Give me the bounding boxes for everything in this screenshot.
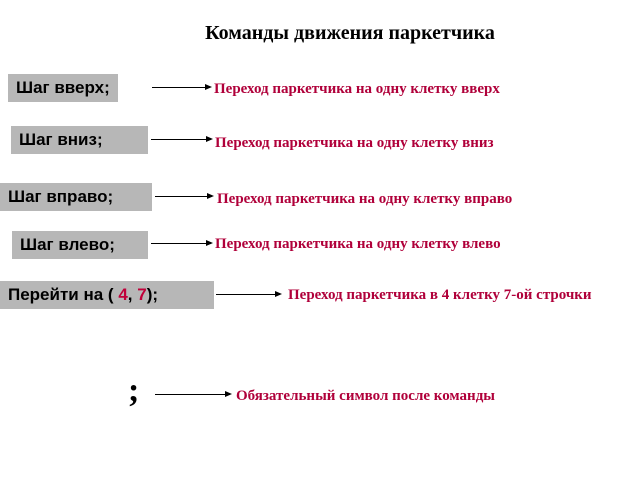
command-step-left: Шаг влево; xyxy=(12,231,148,259)
semicolon-symbol: ; xyxy=(128,372,140,409)
command-step-up: Шаг вверх; xyxy=(8,74,118,102)
page-title: Команды движения паркетчика xyxy=(205,22,495,44)
arrow-step-up xyxy=(152,87,210,88)
command-goto xyxy=(0,281,214,309)
goto-comma: , xyxy=(127,285,133,304)
command-step-right: Шаг вправо; xyxy=(0,183,152,211)
arrow-step-down xyxy=(151,139,211,140)
command-step-down: Шаг вниз; xyxy=(11,126,148,154)
description-step-up: Переход паркетчика на одну клетку вверх xyxy=(214,81,500,97)
goto-column-number: 4 xyxy=(118,285,128,304)
arrow-goto xyxy=(216,294,280,295)
description-semicolon: Обязательный символ после команды xyxy=(236,388,495,404)
arrow-semicolon xyxy=(155,394,230,395)
arrow-step-right xyxy=(155,196,212,197)
goto-row-number: 7 xyxy=(137,285,147,304)
description-step-down: Переход паркетчика на одну клетку вниз xyxy=(215,135,494,151)
arrow-step-left xyxy=(151,243,211,244)
description-goto: Переход паркетчика в 4 клетку 7-ой строчки xyxy=(288,287,592,303)
description-step-right: Переход паркетчика на одну клетку вправо xyxy=(217,191,513,207)
goto-suffix: ); xyxy=(146,285,159,304)
goto-prefix: Перейти на ( xyxy=(8,285,114,304)
description-step-left: Переход паркетчика на одну клетку влево xyxy=(215,236,501,252)
